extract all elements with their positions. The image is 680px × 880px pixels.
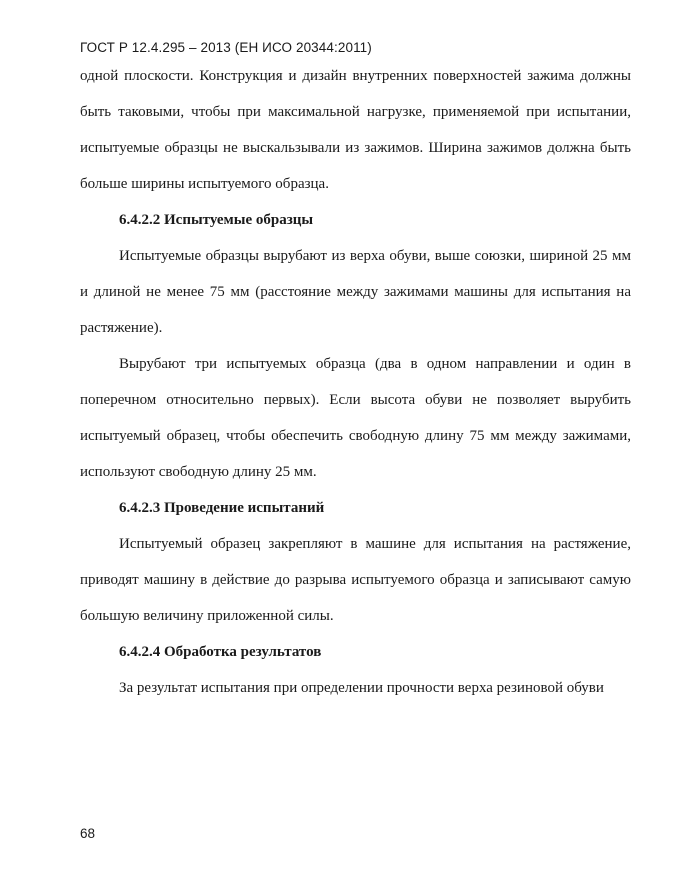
paragraph-results: За результат испытания при определении прочности верха резиновой обуви bbox=[119, 680, 604, 696]
document-header: ГОСТ Р 12.4.295 – 2013 (ЕН ИСО 20344:2011) bbox=[80, 40, 372, 55]
section-heading-test-procedure: 6.4.2.3 Проведение испытаний bbox=[119, 500, 325, 516]
section-heading-test-specimens: 6.4.2.2 Испытуемые образцы bbox=[119, 212, 314, 228]
paragraph-test-procedure: Испытуемый образец закрепляют в машине для испытания на растяжение, приводят машину в действие до разрыва испытуемого образца и записывают самую большую величину приложенной силы. bbox=[80, 536, 631, 624]
section-heading-results-processing: 6.4.2.4 Обработка результатов bbox=[119, 644, 322, 660]
document-body bbox=[80, 58, 631, 706]
paragraph-clamp-design: одной плоскости. Конструкция и дизайн внутренних поверхностей зажима должны быть таковыми, чтобы при максимальной нагрузке, применяемой при испытании, испытуемые образцы не выскальзывали из зажимов. Ширина зажимов должна быть больше ширины испытуемого образца. bbox=[80, 68, 631, 192]
paragraph-specimen-cutting: Вырубают три испытуемых образца (два в одном направлении и один в поперечном относительно первых). Если высота обуви не позволяет вырубить испытуемый образец, чтобы обеспечить свободную длину 75 мм между зажимами, используют свободную длину 25 мм. bbox=[80, 356, 631, 480]
page-number: 68 bbox=[80, 826, 96, 841]
paragraph-specimen-size: Испытуемые образцы вырубают из верха обуви, выше союзки, шириной 25 мм и длиной не менее 75 мм (расстояние между зажимами машины для испытания на растяжение). bbox=[80, 248, 631, 336]
